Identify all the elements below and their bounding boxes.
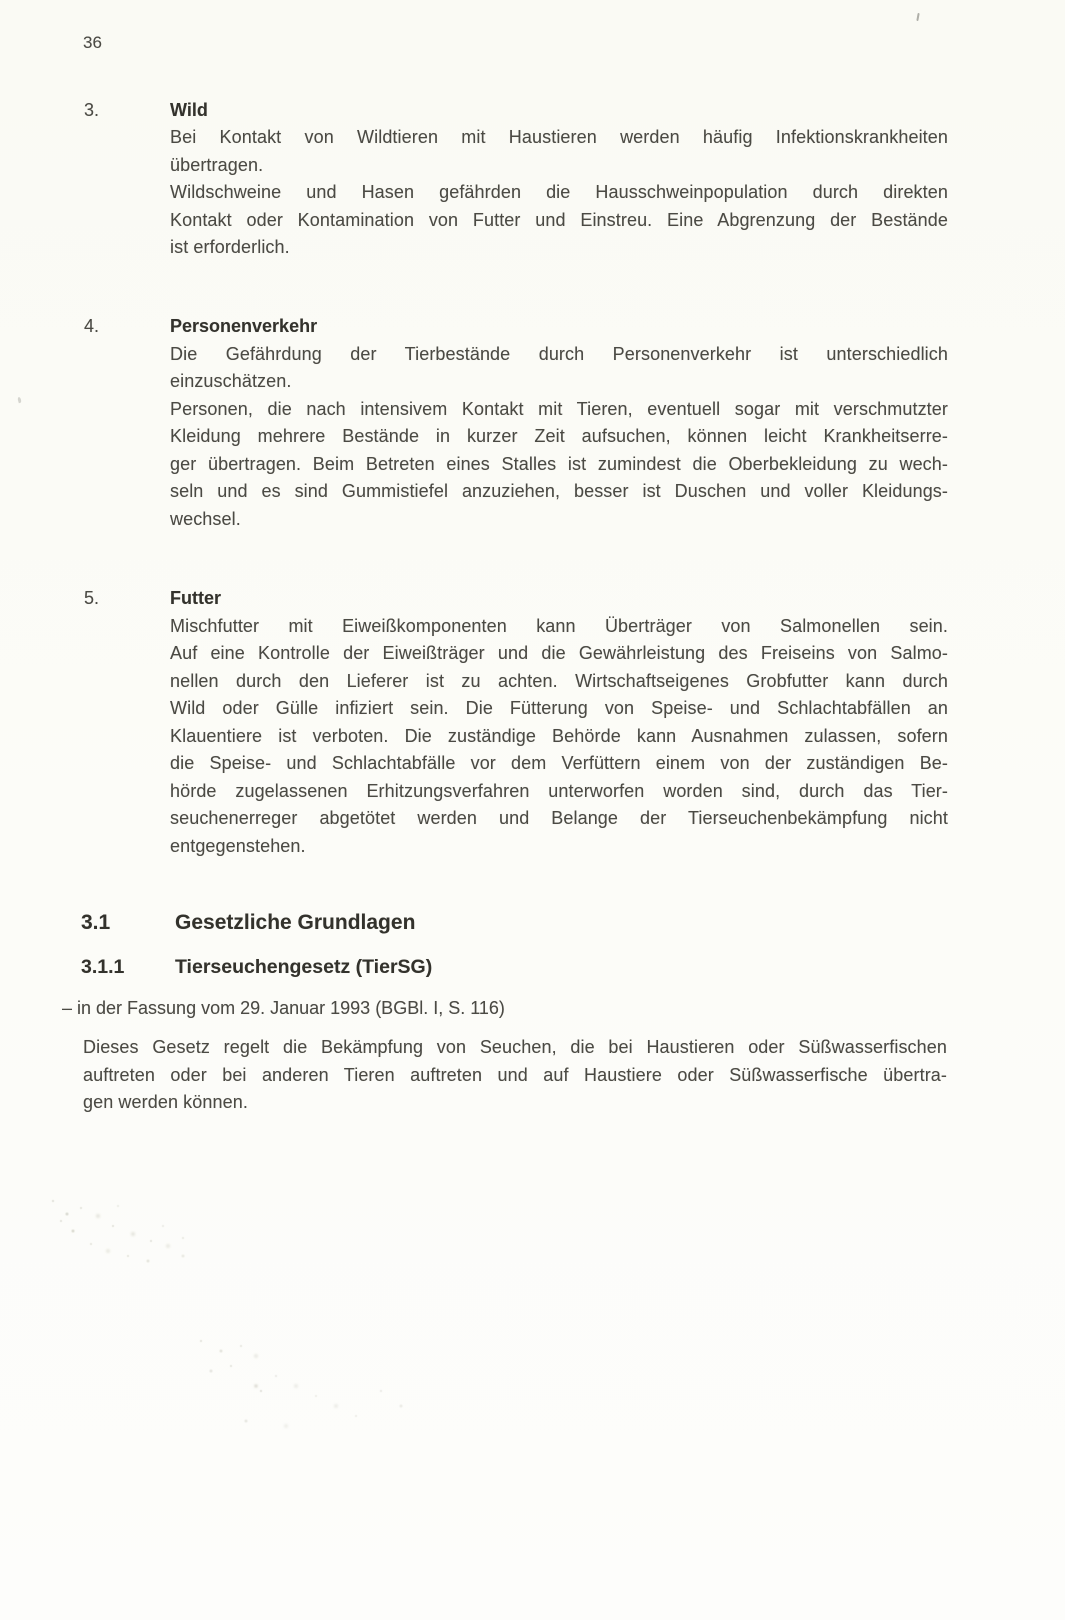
closing-paragraph: [83, 1034, 947, 1117]
body-line: nellen durch den Lieferer ist zu achten. Wirtschaftseigenes Grobfutter kann durch: [170, 670, 948, 691]
heading-number: 3.1: [81, 911, 111, 934]
heading-number: 3.1.1: [81, 956, 125, 978]
body-line: Die Gefährdung der Tierbestände durch Personenverkehr ist unterschiedlich: [170, 343, 948, 364]
scan-smudge: [42, 1185, 44, 1187]
heading-tierseuchengesetz: [81, 953, 432, 981]
body-line: wechsel.: [170, 508, 241, 529]
body-line: Personen, die nach intensivem Kontakt mit Tieren, eventuell sogar mit verschmutzter: [170, 398, 948, 419]
section-personenverkehr: [0, 313, 1065, 533]
body-line: auftreten oder bei anderen Tieren auftreten und auf Haustiere oder Süßwasserfische übertra-: [83, 1064, 947, 1085]
body-line: Kleidung mehrere Bestände in kurzer Zeit aufsuchen, können leicht Krankheitserre-: [170, 426, 948, 446]
scan-smudge: [185, 1330, 187, 1332]
section-number: 5.: [84, 588, 100, 608]
body-line: hörde zugelassenen Erhitzungsverfahren unterworfen worden sind, durch das Tier-: [170, 780, 948, 801]
body-line: seln und es sind Gummistiefel anzuziehen, besser ist Duschen und voller Kleidungs-: [170, 481, 948, 501]
body-line: ger übertragen. Beim Betreten eines Stalles ist zumindest die Oberbekleidung zu wech-: [170, 453, 948, 474]
section-title: Personenverkehr: [170, 316, 318, 336]
body-line: gen werden können.: [83, 1092, 248, 1112]
page-number: 36: [83, 33, 102, 52]
section-title: Futter: [170, 588, 221, 608]
section-number: 4.: [84, 316, 100, 336]
body-line: Klauentiere ist verboten. Die zuständige Behörde kann Ausnahmen zulassen, sofern: [170, 725, 948, 746]
body-line: Dieses Gesetz regelt die Bekämpfung von Seuchen, die bei Haustieren oder Süßwasserfischen: [83, 1037, 947, 1057]
law-version-line: – in der Fassung vom 29. Januar 1993 (BGBl. I, S. 116): [62, 998, 505, 1018]
heading-text: Gesetzliche Grundlagen: [175, 911, 416, 934]
section-wild: [0, 97, 1065, 262]
body-line: einzuschätzen.: [170, 371, 292, 391]
body-line: Wildschweine und Hasen gefährden die Hausschweinpopulation durch direkten: [170, 182, 948, 202]
body-line: Bei Kontakt von Wildtieren mit Haustieren werden häufig Infektionskrankheiten: [170, 127, 948, 147]
body-line: seuchenerreger abgetötet werden und Belange der Tierseuchenbekämpfung nicht: [170, 808, 948, 828]
body-line: übertragen.: [170, 154, 264, 175]
section-futter: [0, 585, 1065, 860]
body-line: entgegenstehen.: [170, 835, 306, 856]
body-line: Mischfutter mit Eiweißkomponenten kann Überträger von Salmonellen sein.: [170, 615, 948, 636]
body-line: die Speise- und Schlachtabfälle vor dem Verfüttern einem von der zuständigen Be-: [170, 753, 948, 773]
body-line: Auf eine Kontrolle der Eiweißträger und die Gewährleistung des Freiseins von Salmo-: [170, 643, 948, 663]
section-number: 3.: [84, 99, 100, 120]
body-line: Kontakt oder Kontamination von Futter und Einstreu. Eine Abgrenzung der Bestände: [170, 209, 948, 230]
heading-gesetzliche-grundlagen: [81, 908, 415, 938]
scan-speck: [916, 13, 919, 21]
body-line: ist erforderlich.: [170, 237, 290, 257]
body-line: Wild oder Gülle infiziert sein. Die Fütterung von Speise- und Schlachtabfällen an: [170, 698, 948, 718]
section-title: Wild: [170, 99, 208, 120]
heading-text: Tierseuchengesetz (TierSG): [175, 956, 433, 978]
